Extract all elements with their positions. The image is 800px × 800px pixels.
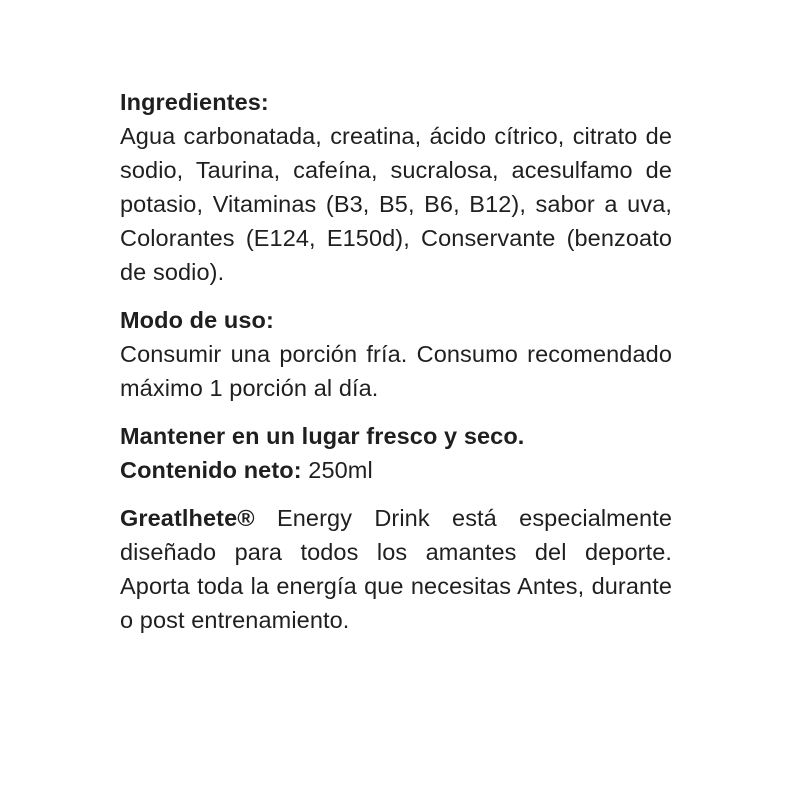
ingredients-heading: Ingredientes: bbox=[120, 89, 269, 115]
usage-heading: Modo de uso: bbox=[120, 307, 274, 333]
ingredients-section bbox=[120, 85, 672, 289]
net-content-label: Contenido neto: bbox=[120, 457, 302, 483]
description-text: Energy Drink está especialmente diseñado para todos los amantes del deporte. Aporta toda la energía que necesitas Antes, durante o post entrenamiento. bbox=[120, 505, 672, 633]
brand-name: Greatlhete® bbox=[120, 505, 255, 531]
usage-text: Consumir una porción fría. Consumo recomendado máximo 1 porción al día. bbox=[120, 341, 672, 401]
storage-text: Mantener en un lugar fresco y seco. bbox=[120, 423, 525, 449]
net-content-value: 250ml bbox=[308, 457, 373, 483]
description-section bbox=[120, 501, 672, 637]
ingredients-text: Agua carbonatada, creatina, ácido cítrico, citrato de sodio, Taurina, cafeína, sucralosa, acesulfamo de potasio, Vitaminas (B3, B5, B6, B12), sabor a uva, Colorantes (E124, E150d), Conservante (benzoato de sodio). bbox=[120, 123, 672, 285]
usage-section bbox=[120, 303, 672, 405]
label-text-block bbox=[120, 85, 672, 637]
net-content-line bbox=[120, 453, 672, 487]
storage-section bbox=[120, 419, 672, 487]
